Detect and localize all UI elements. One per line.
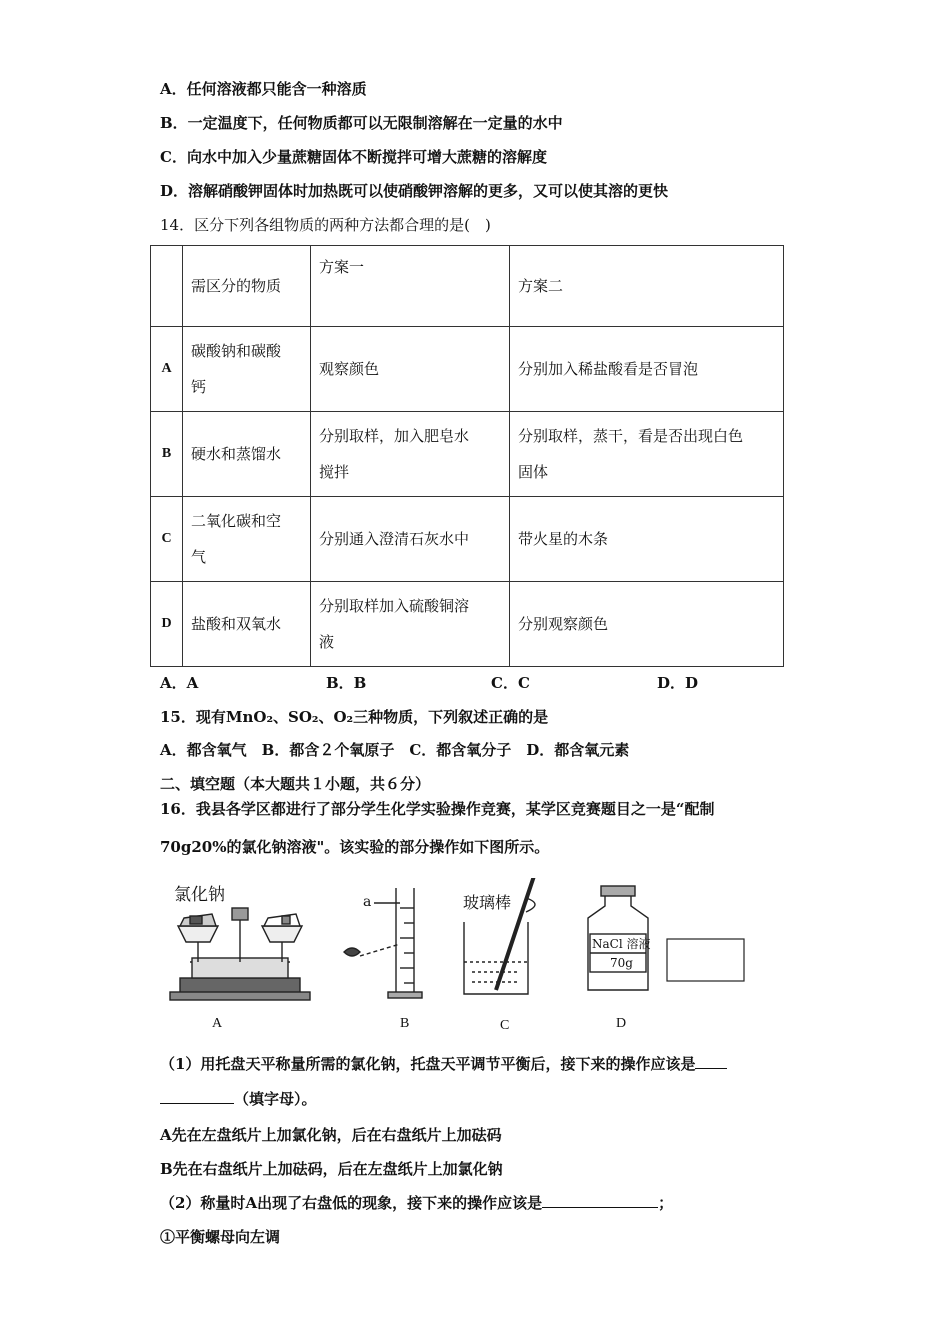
beaker-glass-rod-icon bbox=[463, 878, 535, 994]
plan1-cell: 分别通入澄清石灰水中 bbox=[311, 497, 510, 582]
q14-stem: 14．区分下列各组物质的两种方法都合理的是( ) bbox=[160, 216, 491, 234]
label-glass-rod: 玻璃棒 bbox=[463, 893, 512, 912]
table-row bbox=[151, 327, 784, 412]
q16-stem-line1: 16．我县各学区都进行了部分学生化学实验操作竞赛，某学区竞赛题目之一是“配制 bbox=[160, 800, 715, 818]
substance-cell: 二氧化碳和空 气 bbox=[183, 497, 311, 582]
q14-table bbox=[150, 245, 784, 667]
substance-cell: 盐酸和双氧水 bbox=[183, 582, 311, 667]
row-label: B bbox=[151, 412, 183, 497]
table-row bbox=[151, 497, 784, 582]
table-row bbox=[151, 412, 784, 497]
plan1-cell: 分别取样加入硫酸铜溶 液 bbox=[311, 582, 510, 667]
table-header-cell: 方案二 bbox=[510, 246, 784, 327]
q16-item-1: ①平衡螺母向左调 bbox=[160, 1228, 281, 1246]
figure-svg bbox=[160, 878, 760, 1038]
caption-a: A bbox=[212, 1016, 223, 1031]
q14-choice-a: A．A bbox=[160, 674, 199, 692]
table-header-cell: 需区分的物质 bbox=[183, 246, 311, 327]
q14-choice-d: D．D bbox=[657, 674, 699, 692]
q15-choices: A．都含氧气 B．都含２个氧原子 C．都含氧分子 D．都含氧元素 bbox=[160, 741, 630, 759]
q14-choice-b: B．B bbox=[326, 674, 367, 692]
section-heading: 二、填空题（本大题共１小题，共６分） bbox=[160, 775, 431, 793]
answer-blank[interactable] bbox=[542, 1193, 658, 1208]
q13-option-b: B．一定温度下，任何物质都可以无限制溶解在一定量的水中 bbox=[160, 114, 563, 132]
q16-sub1-line1: （1）用托盘天平称量所需的氯化钠，托盘天平调节平衡后，接下来的操作应该是 bbox=[160, 1053, 727, 1074]
table-header-cell: 方案一 bbox=[311, 246, 510, 327]
answer-blank[interactable] bbox=[695, 1054, 727, 1069]
experiment-figure bbox=[160, 878, 760, 1038]
q16-sub1-line2: （填字母）。 bbox=[160, 1088, 317, 1109]
substance-cell: 碳酸钠和碳酸 钙 bbox=[183, 327, 311, 412]
row-label: C bbox=[151, 497, 183, 582]
plan1-cell: 观察颜色 bbox=[311, 327, 510, 412]
q13-option-a: A．任何溶液都只能含一种溶质 bbox=[160, 80, 367, 98]
substance-cell: 硬水和蒸馏水 bbox=[183, 412, 311, 497]
row-label: D bbox=[151, 582, 183, 667]
row-label: A bbox=[151, 327, 183, 412]
q16-stem-line2: 70g20%的氯化钠溶液"。该实验的部分操作如下图所示。 bbox=[160, 838, 550, 856]
balance-scale-icon bbox=[170, 885, 310, 1000]
plan2-cell: 分别加入稀盐酸看是否冒泡 bbox=[510, 327, 784, 412]
label-nacl: 氯化钠 bbox=[174, 885, 225, 905]
table-header-cell bbox=[151, 246, 183, 327]
label-a: a bbox=[363, 894, 372, 910]
q16-sub2: （2）称量时A出现了右盘低的现象，接下来的操作应该是 ； bbox=[160, 1194, 674, 1212]
caption-c: C bbox=[500, 1018, 510, 1033]
table-header-row bbox=[151, 246, 784, 327]
q14-choice-c: C．C bbox=[491, 674, 530, 692]
q13-option-d: D．溶解硝酸钾固体时加热既可以使硝酸钾溶解的更多，又可以使其溶的更快 bbox=[160, 182, 669, 200]
plan2-cell: 分别取样，蒸干，看是否出现白色 固体 bbox=[510, 412, 784, 497]
reagent-bottle-icon bbox=[588, 886, 744, 990]
plan1-cell: 分别取样，加入肥皂水 搅拌 bbox=[311, 412, 510, 497]
plan2-cell: 分别观察颜色 bbox=[510, 582, 784, 667]
q16-option-b: B先在右盘纸片上加砝码，后在左盘纸片上加氯化钠 bbox=[160, 1160, 503, 1178]
table-row bbox=[151, 582, 784, 667]
q16-option-a: A先在左盘纸片上加氯化钠，后在右盘纸片上加砝码 bbox=[160, 1126, 502, 1144]
q13-option-c: C．向水中加入少量蔗糖固体不断搅拌可增大蔗糖的溶解度 bbox=[160, 148, 547, 166]
graduated-cylinder-icon bbox=[344, 888, 422, 998]
plan2-cell: 带火星的木条 bbox=[510, 497, 784, 582]
answer-blank[interactable] bbox=[160, 1089, 234, 1104]
caption-d: D bbox=[616, 1016, 627, 1031]
caption-b: B bbox=[400, 1016, 410, 1031]
bottle-label: NaCl 溶液 bbox=[592, 937, 651, 951]
answer-box bbox=[667, 939, 744, 981]
bottle-mass: 70g bbox=[610, 956, 633, 970]
q15-stem: 15．现有MnO₂、SO₂、O₂三种物质，下列叙述正确的是 bbox=[160, 708, 549, 726]
